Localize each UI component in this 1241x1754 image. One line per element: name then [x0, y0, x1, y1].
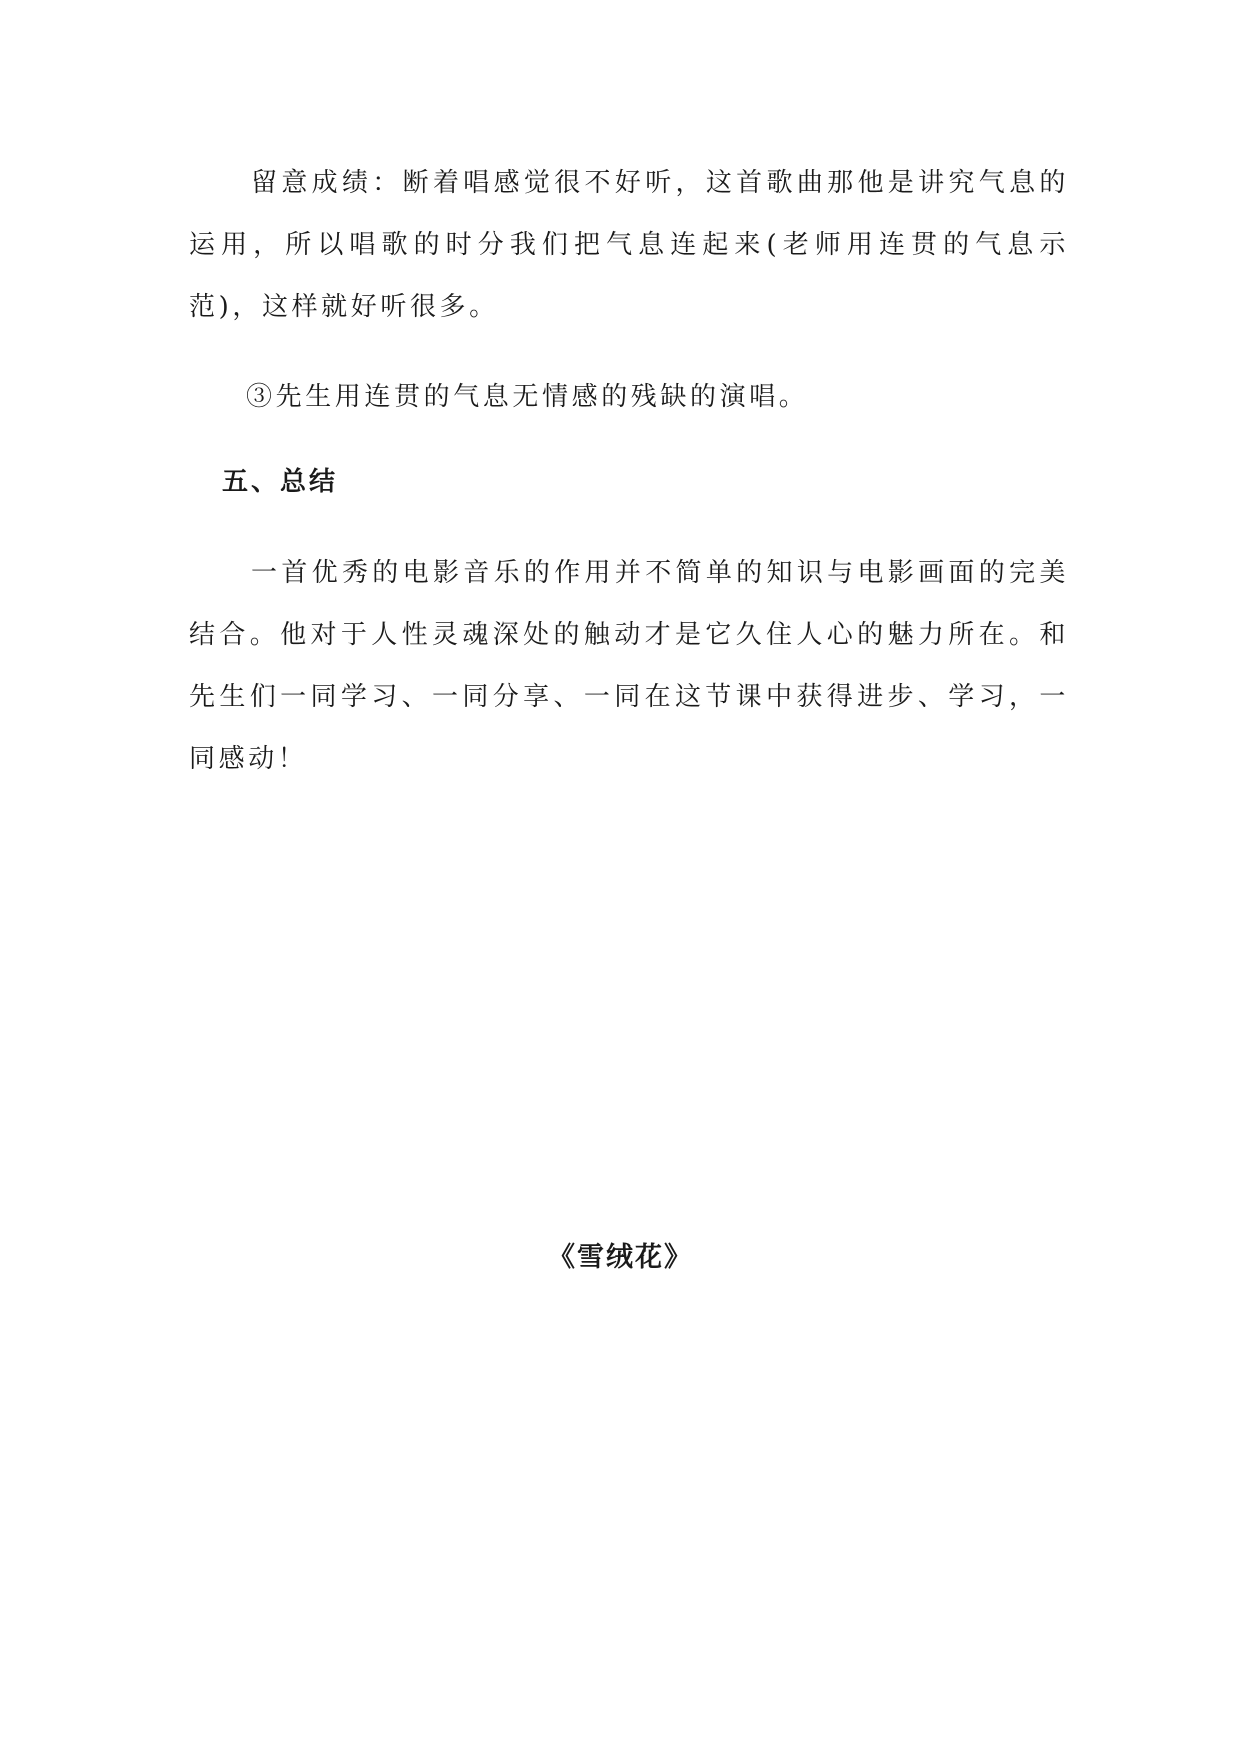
- song-title: 《雪绒花》: [548, 1242, 693, 1273]
- paragraph-step-3: ③先生用连贯的气息无情感的残缺的演唱。: [246, 382, 809, 412]
- paragraph-summary: 一首优秀的电影音乐的作用并不简单的知识与电影画面的完美结合。他对于人性灵魂深处的触动才是它久住人心的魅力所在。和先生们一同学习、一同分享、一同在这节课中获得进步、学习，一同感动！: [189, 558, 1069, 774]
- paragraph-note: 留意成绩：断着唱感觉很不好听，这首歌曲那他是讲究气息的运用，所以唱歌的时分我们把气息连起来(老师用连贯的气息示范)，这样就好听很多。: [189, 168, 1069, 322]
- section-heading-summary: 五、总结: [222, 467, 339, 497]
